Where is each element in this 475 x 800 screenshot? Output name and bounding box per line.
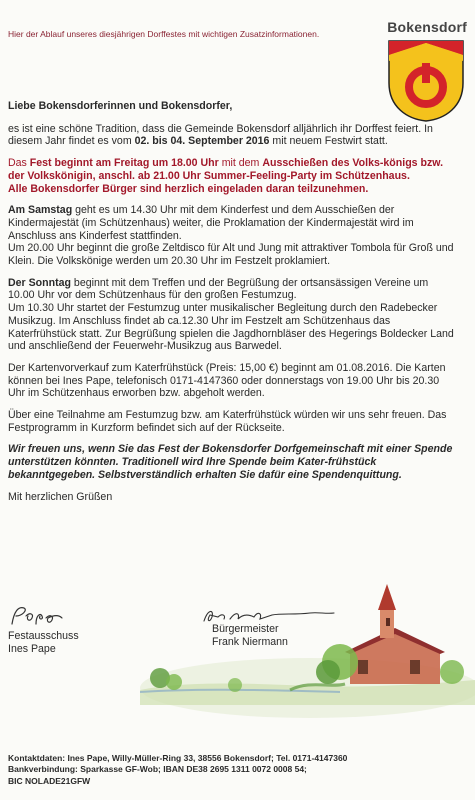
signature-pape-icon bbox=[8, 602, 68, 630]
village-chapel-illustration-icon bbox=[140, 580, 475, 740]
friday-start: Fest beginnt am Freitag um 18.00 Uhr bbox=[29, 157, 219, 170]
paragraph-tickets: Der Kartenvorverkauf zum Katerfrühstück (Preis: 15,00 €) beginnt am 01.08.2016. Die Karten können bei Ines Pape, telefonisch 0171-4147360 oder donnerstags von 19.00 Uhr bis 20.30 Uhr im Schützenhaus erworben bzw. abgeholt werden. bbox=[8, 361, 446, 400]
sunday-parade-text: Um 10.30 Uhr startet der Festumzug unter musikalischer Begleitung durch den Radebecker Musikzug. Im Anschluss findet ab ca.12.30 Uhr im Festzelt am Schützenhaus das Katerfrühstück statt. Zur Begrüßung spielen die Jagdhornbläser des Hegerings Boldecker Land und anschließend der Feuerwehr-Musikzug aus Barwedel. bbox=[8, 302, 454, 353]
paragraph-sunday bbox=[8, 277, 454, 353]
intro-note: Hier der Ablauf unseres diesjährigen Dorffestes mit wichtigen Zusatzinformationen. bbox=[8, 29, 320, 39]
signature-niermann-icon bbox=[198, 605, 338, 627]
greeting: Liebe Bokensdorferinnen und Bokensdorfer, bbox=[8, 100, 233, 112]
footer bbox=[8, 753, 468, 787]
town-name: Bokensdorf bbox=[387, 19, 467, 35]
signature-block-right bbox=[212, 623, 362, 648]
signature-left-title: Festausschuss bbox=[8, 630, 79, 642]
friday-text-a: Das bbox=[8, 157, 30, 170]
letter-body bbox=[8, 100, 454, 512]
friday-events: Ausschießen des Volks-königs bzw. der Volkskönigin, anschl. ab 21.00 Uhr Summer-Feeling-Party im Schützenhaus. bbox=[8, 157, 444, 182]
saturday-label: Am Samstag bbox=[8, 204, 73, 217]
saturday-evening-text: Um 20.00 Uhr beginnt die große Zeltdisco für Alt und Jung mit attraktiver Tombola für Groß und Klein. Die Volkskönige werden um 20.30 Uhr im Festzelt proklamiert. bbox=[8, 242, 454, 268]
paragraph-saturday bbox=[8, 204, 454, 268]
sunday-text: beginnt mit dem Treffen und der Begrüßung der ortsansässigen Vereine um 10.00 Uhr vor dem Schützenhaus für den großen Festumzug. bbox=[8, 276, 429, 302]
closing: Mit herzlichen Grüßen bbox=[8, 490, 113, 503]
signature-right-title: Bürgermeister bbox=[212, 623, 279, 635]
footer-bank: Bankverbindung: Sparkasse GF-Wob; IBAN DE38 2695 1311 0072 0008 54; bbox=[8, 764, 307, 775]
friday-text-c: mit dem bbox=[218, 157, 263, 170]
paragraph-date-text-a: es ist eine schöne Tradition, dass die Gemeinde Bokensdorf alljährlich ihr Dorffest feiert. In diesem Jahr findet es vom bbox=[8, 122, 433, 148]
friday-invitation: Alle Bokensdorfer Bürger sind herzlich eingeladen daran teilzunehmen. bbox=[8, 182, 369, 195]
paragraph-friday bbox=[8, 157, 454, 195]
saturday-text: geht es um 14.30 Uhr mit dem Kinderfest und dem Ausschießen der Kindermajestät (im Schützenhaus) weiter, die Proklamation der Kindermajestät wird im Anschluss ans Kinderfest stattfinden. bbox=[8, 204, 414, 242]
paragraph-date bbox=[8, 123, 454, 148]
footer-contact: Kontaktdaten: Ines Pape, Willy-Müller-Ring 33, 38556 Bokensdorf; Tel. 0171-4147360 bbox=[8, 753, 348, 763]
signature-left-name: Ines Pape bbox=[8, 642, 56, 655]
paragraph-donation: Wir freuen uns, wenn Sie das Fest der Bokensdorfer Dorfgemeinschaft mit einer Spende unterstützen könnten. Traditionell wird Ihre Spende beim Kater-frühstück bekanntgegeben. Selbstverständlich erhalten Sie dafür eine Spendenquittung. bbox=[8, 443, 453, 481]
sunday-label: Der Sonntag bbox=[8, 276, 71, 289]
paragraph-date-text-b: mit neuem Festwirt statt. bbox=[269, 135, 388, 148]
signature-right-name: Frank Niermann bbox=[212, 635, 288, 648]
paragraph-participation: Über eine Teilnahme am Festumzug bzw. am Katerfrühstück würden wir uns sehr freuen. Das Festprogramm in Kurzform befindet sich auf der Rückseite. bbox=[8, 409, 447, 434]
footer-bic: BIC NOLADE21GFW bbox=[8, 775, 91, 786]
festival-dates: 02. bis 04. September 2016 bbox=[134, 135, 270, 148]
